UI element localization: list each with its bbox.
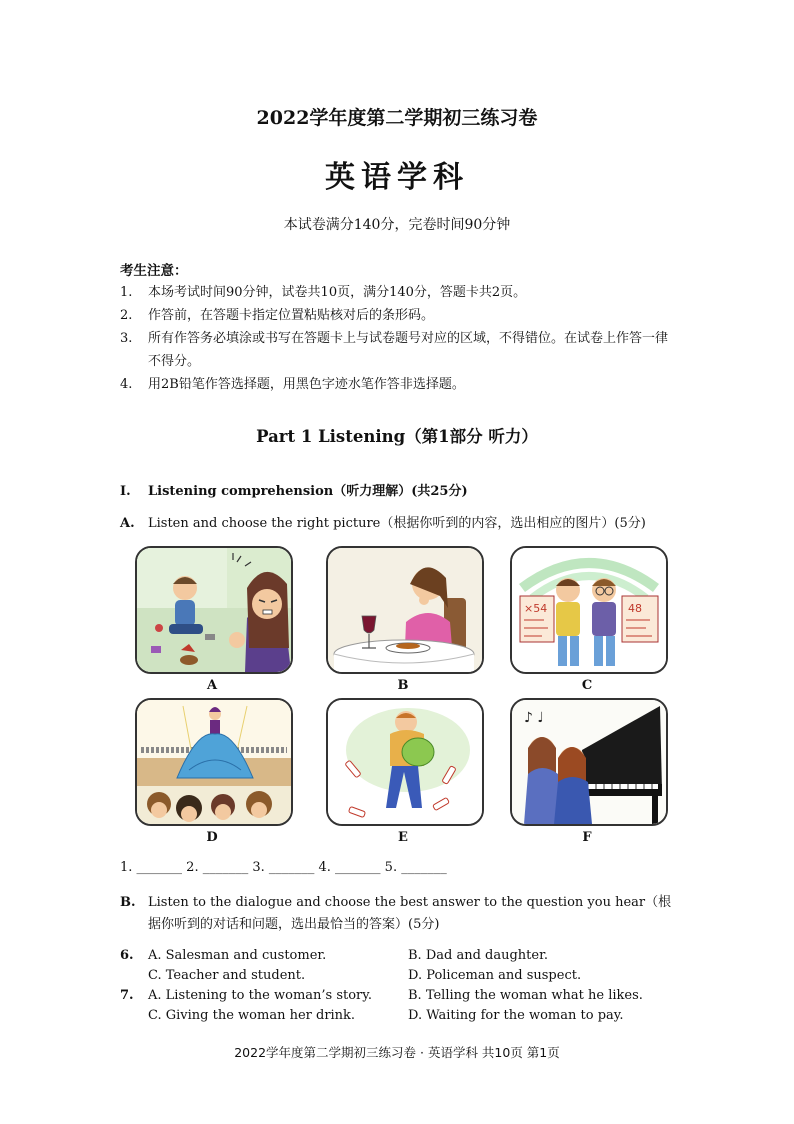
picture-c-illustration (512, 548, 666, 672)
notice-item (120, 373, 680, 396)
notice-num: 2. (120, 308, 133, 323)
notice-num: 4. (120, 377, 133, 392)
picture-e (326, 698, 484, 826)
picture-label: E (398, 830, 408, 845)
section-a-instruction (120, 512, 646, 531)
picture-b-illustration (328, 548, 482, 672)
section-num: I. (120, 484, 131, 499)
picture-f (510, 698, 668, 826)
option: A. Salesman and customer. (148, 948, 327, 963)
section-num: B. (120, 895, 136, 910)
notice-list (120, 281, 680, 396)
picture-f-illustration (512, 700, 666, 824)
svg-text:×54: ×54 (524, 602, 548, 615)
section-text: Listen to the dialogue and choose the best answer to the question you hear（根据你听到的对话和问题，选出最恰当的答案）(5分) (148, 895, 672, 932)
option: D. Waiting for the woman to pay. (408, 1008, 624, 1023)
notice-num: 3. (120, 331, 133, 346)
option: B. Dad and daughter. (408, 948, 548, 963)
subject-title: 英语学科 (325, 160, 469, 195)
notice-item (120, 281, 680, 304)
section-text: Listen and choose the right picture（根据你听到的内容，选出相应的图片）(5分) (148, 516, 646, 531)
picture-d-illustration (137, 700, 291, 824)
score-info: 本试卷满分140分，完卷时间90分钟 (283, 217, 511, 233)
notice-item (120, 304, 680, 327)
notice-text: 所有作答务必填涂或书写在答题卡上与试卷题号对应的区域，不得错位。在试卷上作答一律不得分。 (148, 331, 669, 369)
picture-label: A (206, 678, 218, 693)
part-title: Part 1 Listening（第1部分 听力） (256, 427, 538, 446)
notice-text: 用2B铅笔作答选择题，用黑色字迹水笔作答非选择题。 (148, 377, 465, 392)
section-text: Listening comprehension（听力理解）(共25分) (148, 484, 468, 499)
notice-heading: 考生注意： (120, 263, 188, 279)
picture-label: F (582, 830, 592, 845)
section-heading (120, 480, 468, 499)
picture-d (135, 698, 293, 826)
picture-label: D (206, 830, 218, 845)
picture-a-illustration (137, 548, 291, 672)
notice-item (120, 327, 680, 373)
question-number: 7. (120, 988, 134, 1003)
option: D. Policeman and suspect. (408, 968, 582, 983)
option: C. Giving the woman her drink. (148, 1008, 356, 1023)
exam-title: 2022学年度第二学期初三练习卷 (256, 107, 538, 129)
picture-a (135, 546, 293, 674)
picture-e-illustration (328, 700, 482, 824)
notice-num: 1. (120, 285, 133, 300)
svg-text:48: 48 (628, 602, 642, 615)
picture-label: C (581, 678, 593, 693)
notice-text: 本场考试时间90分钟，试卷共10页，满分140分，答题卡共2页。 (148, 285, 527, 300)
svg-text:♪ ♩: ♪ ♩ (524, 710, 544, 726)
option: C. Teacher and student. (148, 968, 306, 983)
picture-b (326, 546, 484, 674)
notice-text: 作答前，在答题卡指定位置粘贴核对后的条形码。 (148, 308, 435, 323)
section-b-instruction (120, 892, 682, 936)
question-number: 6. (120, 948, 134, 963)
picture-c (510, 546, 668, 674)
page-footer: 2022学年度第二学期初三练习卷 · 英语学科 共10页 第1页 (234, 1045, 560, 1060)
section-num: A. (120, 516, 135, 531)
option: B. Telling the woman what he likes. (408, 988, 643, 1003)
answer-blanks: 1. _______ 2. _______ 3. _______ 4. _______ 5. _______ (120, 860, 447, 875)
picture-label: B (397, 678, 409, 693)
option: A. Listening to the woman’s story. (148, 988, 373, 1003)
